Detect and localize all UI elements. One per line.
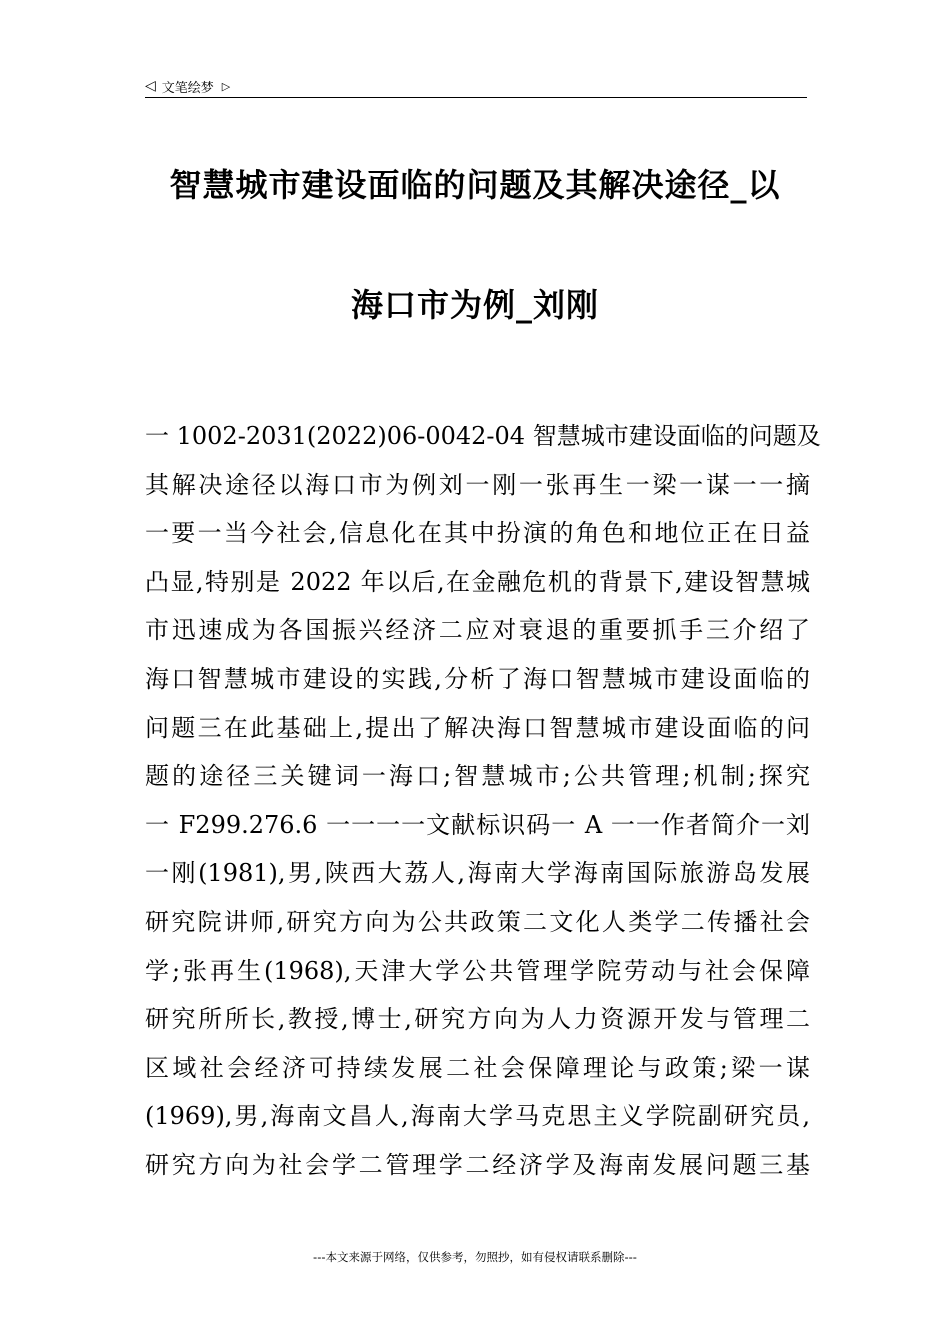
left-triangle-icon: ◁ xyxy=(145,78,156,94)
body-line: 研究所所长,教授,博士,研究方向为人力资源开发与管理二 xyxy=(145,1005,810,1034)
body-line: 市迅速成为各国振兴经济二应对衰退的重要抓手三介绍了 xyxy=(145,616,810,645)
body-line: 其解决途径以海口市为例刘一刚一张再生一梁一谋一一摘 xyxy=(145,470,810,499)
document-title-line-1: 智慧城市建设面临的问题及其解决途径_以 xyxy=(169,166,781,204)
body-line: 海口智慧城市建设的实践,分析了海口智慧城市建设面临的 xyxy=(145,664,810,693)
header-brand: 文笔绘梦 xyxy=(161,80,214,96)
footer-notice: ---本文来源于网络，仅供参考，勿照抄，如有侵权请联系删除--- xyxy=(313,1250,637,1264)
right-triangle-icon: ▷ xyxy=(221,79,231,93)
page-header xyxy=(145,74,807,98)
body-line: 研究院讲师,研究方向为公共政策二文化人类学二传播社会 xyxy=(145,907,810,936)
body-line: 一刚(1981),男,陕西大荔人,海南大学海南国际旅游岛发展 xyxy=(145,859,810,888)
body-line: 区域社会经济可持续发展二社会保障理论与政策;梁一谋 xyxy=(145,1053,810,1082)
body-line: 学;张再生(1968),天津大学公共管理学院劳动与社会保障 xyxy=(145,956,810,985)
header-divider xyxy=(145,97,807,98)
body-line: (1969),男,海南文昌人,海南大学马克思主义学院副研究员, xyxy=(145,1102,810,1131)
body-line: 一 F299.276.6 一一一一文献标识码一 A 一一作者简介一刘 xyxy=(145,810,810,839)
body-line: 题的途径三关键词一海口;智慧城市;公共管理;机制;探究 xyxy=(145,762,810,791)
body-line: 一 1002-2031(2022)06-0042-04 智慧城市建设面临的问题及 xyxy=(145,422,821,450)
body-line: 凸显,特别是 2022 年以后,在金融危机的背景下,建设智慧城 xyxy=(145,567,810,596)
document-title-line-2: 海口市为例_刘刚 xyxy=(350,286,599,324)
body-line: 研究方向为社会学二管理学二经济学及海南发展问题三基 xyxy=(145,1150,810,1179)
body-line: 问题三在此基础上,提出了解决海口智慧城市建设面临的问 xyxy=(145,713,810,742)
body-line: 一要一当今社会,信息化在其中扮演的角色和地位正在日益 xyxy=(145,519,810,548)
body-text xyxy=(145,412,821,1190)
